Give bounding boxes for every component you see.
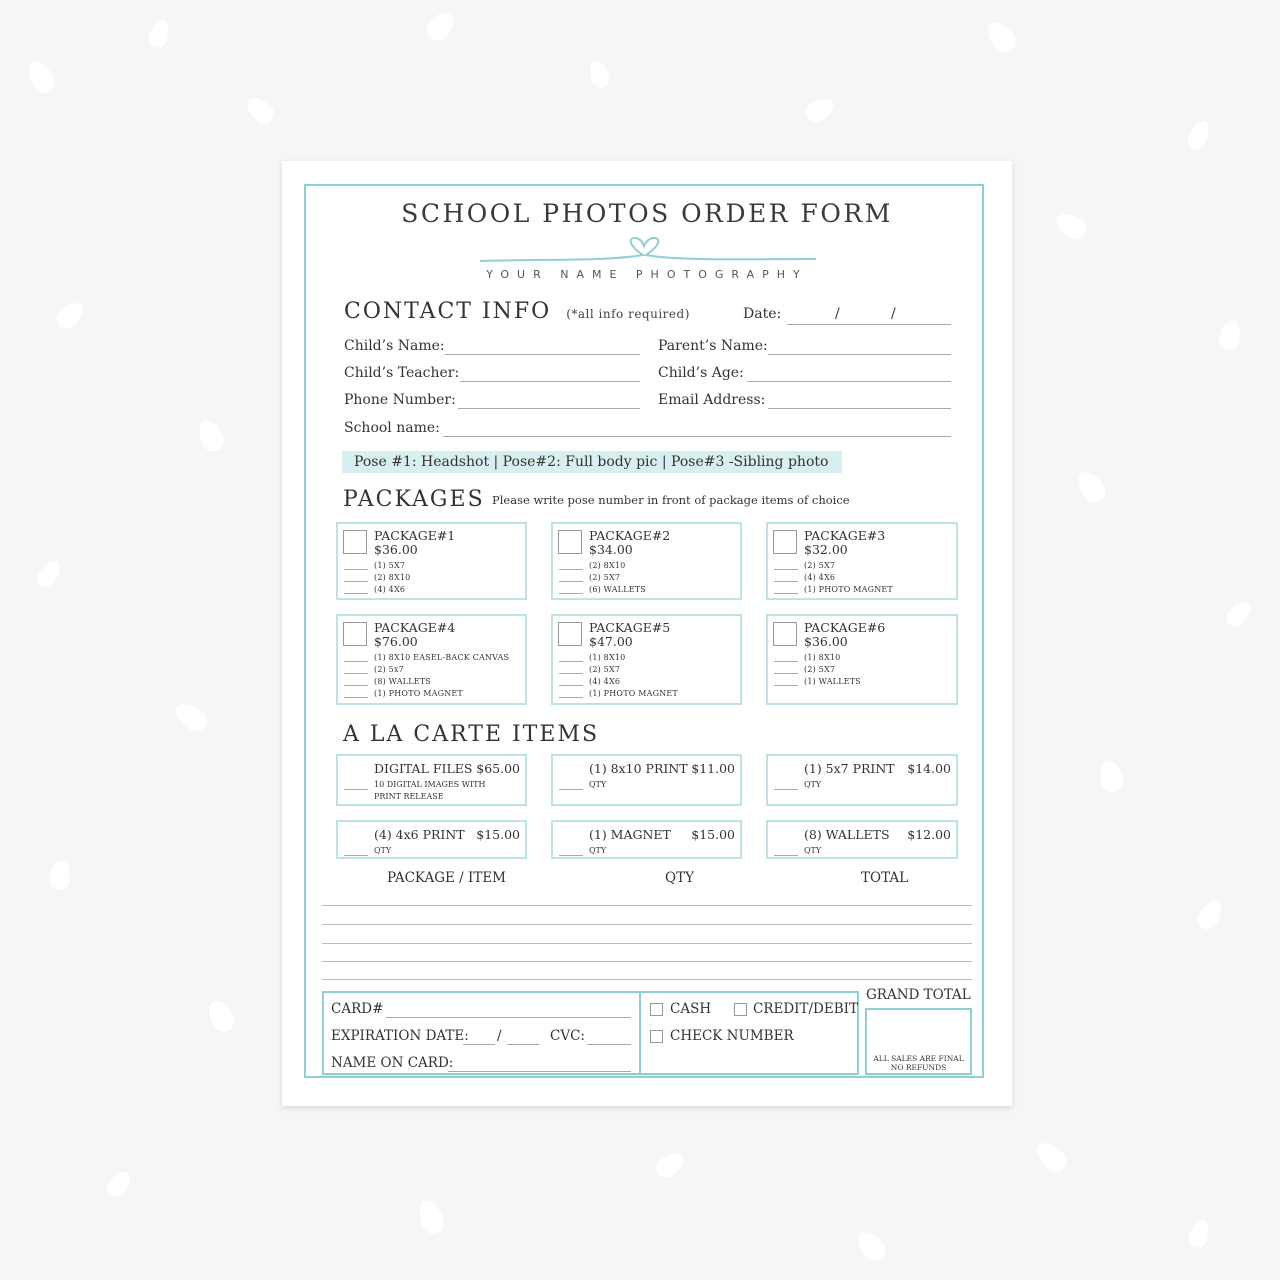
- form-title: SCHOOL PHOTOS ORDER FORM: [401, 199, 893, 228]
- alacarte-name: DIGITAL FILES: [374, 761, 473, 776]
- cash-checkbox[interactable]: [650, 1003, 663, 1016]
- pose-field[interactable]: [774, 569, 798, 570]
- alacarte-name: (1) 8x10 PRINT: [589, 761, 688, 776]
- petal-decoration: [852, 1227, 889, 1266]
- payment-box: [322, 991, 859, 1075]
- pose-legend: Pose #1: Headshot | Pose#2: Full body pic | Pose#3 -Sibling photo: [342, 451, 842, 473]
- order-line[interactable]: [322, 924, 972, 925]
- date-field[interactable]: [787, 324, 951, 325]
- cvc-label: CVC:: [550, 1028, 585, 1044]
- credit-debit-label: CREDIT/DEBIT: [753, 1001, 858, 1017]
- check-number-label: CHECK NUMBER: [670, 1028, 794, 1044]
- package-item: (4) 4X6: [804, 573, 836, 582]
- pose-field[interactable]: [344, 673, 368, 674]
- petal-decoration: [1216, 318, 1243, 352]
- petal-decoration: [1223, 598, 1256, 631]
- package-price: $34.00: [589, 542, 633, 557]
- package-item: (1) PHOTO MAGNET: [589, 689, 678, 698]
- petal-decoration: [586, 58, 612, 90]
- petal-decoration: [652, 1148, 688, 1182]
- package-6-card: [766, 614, 958, 705]
- pose-field[interactable]: [559, 685, 583, 686]
- pose-field[interactable]: [559, 569, 583, 570]
- package-4-card: [336, 614, 527, 705]
- pose-field[interactable]: [559, 593, 583, 594]
- parent-name-label: Parent’s Name:: [658, 338, 768, 354]
- petal-decoration: [1031, 1137, 1071, 1177]
- package-item: (1) 5X7: [374, 561, 406, 570]
- name-on-card-field[interactable]: [448, 1071, 631, 1072]
- final-sales-note: ALL SALES ARE FINAL: [873, 1054, 964, 1063]
- petal-decoration: [146, 18, 172, 50]
- package-item: (8) WALLETS: [374, 677, 431, 686]
- package-item: (1) 8X10 EASEL-BACK CANVAS: [374, 653, 510, 662]
- alacarte-magnet: [551, 820, 742, 859]
- column-total: TOTAL: [861, 870, 909, 886]
- pose-field[interactable]: [344, 569, 368, 570]
- qty-field[interactable]: [344, 789, 368, 790]
- pose-field[interactable]: [774, 593, 798, 594]
- expiration-label: EXPIRATION DATE:: [331, 1028, 469, 1044]
- pose-field[interactable]: [774, 581, 798, 582]
- petal-decoration: [48, 858, 73, 891]
- package-price: $47.00: [589, 634, 633, 649]
- petal-decoration: [171, 698, 211, 736]
- package-price: $36.00: [804, 634, 848, 649]
- order-line[interactable]: [322, 961, 972, 962]
- package-item: (2) 8X10: [589, 561, 626, 570]
- package-item: (2) 8X10: [374, 573, 411, 582]
- expiration-month-field[interactable]: [463, 1044, 495, 1045]
- pose-field[interactable]: [344, 581, 368, 582]
- credit-debit-checkbox[interactable]: [734, 1003, 747, 1016]
- phone-field[interactable]: [458, 408, 640, 409]
- child-name-label: Child’s Name:: [344, 338, 445, 354]
- school-name-field[interactable]: [443, 436, 951, 437]
- qty-label: QTY: [804, 780, 822, 789]
- alacarte-price: $15.00: [476, 827, 520, 842]
- alacarte-name: (1) 5x7 PRINT: [804, 761, 895, 776]
- alacarte-8x10-print: [551, 754, 742, 806]
- alacarte-desc: PRINT RELEASE: [374, 792, 444, 801]
- pose-field[interactable]: [774, 661, 798, 662]
- package-name: PACKAGE#6: [804, 620, 886, 635]
- alacarte-price: $14.00: [907, 761, 951, 776]
- qty-field[interactable]: [559, 789, 583, 790]
- package-item: (2) 5X7: [589, 665, 621, 674]
- package-item: (2) 5X7: [804, 665, 836, 674]
- pose-field[interactable]: [559, 581, 583, 582]
- petal-decoration: [982, 17, 1021, 57]
- petal-decoration: [802, 94, 838, 126]
- expiration-year-field[interactable]: [507, 1044, 539, 1045]
- qty-label: QTY: [589, 780, 607, 789]
- alacarte-name: (4) 4x6 PRINT: [374, 827, 465, 842]
- package-2-card: [551, 522, 742, 600]
- package-2-checkbox[interactable]: [558, 530, 582, 554]
- package-3-checkbox[interactable]: [773, 530, 797, 554]
- package-4-checkbox[interactable]: [343, 622, 367, 646]
- child-age-label: Child’s Age:: [658, 365, 744, 381]
- petal-decoration: [1052, 208, 1091, 243]
- package-item: (1) 8X10: [589, 653, 626, 662]
- grand-total-label: GRAND TOTAL: [866, 987, 971, 1003]
- name-on-card-label: NAME ON CARD:: [331, 1055, 454, 1071]
- petal-decoration: [415, 1197, 447, 1236]
- parent-name-field[interactable]: [768, 354, 951, 355]
- alacarte-wallets: [766, 820, 958, 859]
- contact-info-heading: [344, 299, 690, 324]
- qty-label: QTY: [374, 846, 392, 855]
- package-name: PACKAGE#1: [374, 528, 456, 543]
- card-number-label: CARD#: [331, 1001, 384, 1017]
- card-number-field[interactable]: [386, 1017, 631, 1018]
- qty-label: QTY: [589, 846, 607, 855]
- packages-note: Please write pose number in front of package items of choice: [492, 493, 850, 507]
- cvc-field[interactable]: [587, 1044, 631, 1045]
- alacarte-desc: 10 DIGITAL IMAGES WITH: [374, 780, 486, 789]
- email-label: Email Address:: [658, 392, 766, 408]
- packages-heading: PACKAGES: [343, 487, 485, 512]
- package-1-checkbox[interactable]: [343, 530, 367, 554]
- column-package-item: PACKAGE / ITEM: [387, 870, 506, 886]
- package-5-card: [551, 614, 742, 705]
- date-separator: /: [835, 306, 840, 322]
- alacarte-heading: A LA CARTE ITEMS: [343, 722, 600, 747]
- alacarte-name: (8) WALLETS: [804, 827, 890, 842]
- alacarte-price: $15.00: [691, 827, 735, 842]
- cash-label: CASH: [670, 1001, 712, 1017]
- required-note: (*all info required): [566, 307, 690, 321]
- pose-field[interactable]: [559, 697, 583, 698]
- package-6-checkbox[interactable]: [773, 622, 797, 646]
- qty-label: QTY: [804, 846, 822, 855]
- pose-field[interactable]: [774, 673, 798, 674]
- package-price: $32.00: [804, 542, 848, 557]
- pose-field[interactable]: [774, 685, 798, 686]
- package-name: PACKAGE#5: [589, 620, 671, 635]
- child-age-field[interactable]: [747, 381, 951, 382]
- package-5-checkbox[interactable]: [558, 622, 582, 646]
- pose-field[interactable]: [344, 661, 368, 662]
- qty-field[interactable]: [774, 855, 798, 856]
- petal-decoration: [203, 997, 238, 1036]
- child-name-field[interactable]: [445, 354, 640, 355]
- grand-total-box[interactable]: [865, 1008, 972, 1075]
- qty-field[interactable]: [559, 855, 583, 856]
- child-teacher-label: Child’s Teacher:: [344, 365, 460, 381]
- package-price: $76.00: [374, 634, 418, 649]
- alacarte-4x6-print: [336, 820, 527, 859]
- heart-flourish-icon: [478, 233, 818, 265]
- package-item: (2) 5x7: [374, 665, 404, 674]
- brand-name: YOUR NAME PHOTOGRAPHY: [486, 268, 808, 281]
- school-name-label: School name:: [344, 420, 440, 436]
- alacarte-price: $65.00: [476, 761, 520, 776]
- column-qty: QTY: [665, 870, 694, 886]
- package-name: PACKAGE#4: [374, 620, 456, 635]
- alacarte-price: $11.00: [691, 761, 735, 776]
- petal-decoration: [34, 557, 65, 590]
- package-item: (1) PHOTO MAGNET: [804, 585, 893, 594]
- child-teacher-field[interactable]: [460, 381, 640, 382]
- date-separator: /: [891, 306, 896, 322]
- package-3-card: [766, 522, 958, 600]
- phone-label: Phone Number:: [344, 392, 456, 408]
- qty-field[interactable]: [774, 789, 798, 790]
- petal-decoration: [1194, 897, 1226, 933]
- package-item: (1) PHOTO MAGNET: [374, 689, 463, 698]
- pose-field[interactable]: [344, 697, 368, 698]
- petal-decoration: [242, 93, 278, 128]
- order-form-sheet: [282, 161, 1012, 1106]
- petal-decoration: [23, 57, 59, 97]
- no-refunds-note: NO REFUNDS: [890, 1063, 947, 1072]
- petal-decoration: [1185, 118, 1214, 153]
- alacarte-price: $12.00: [907, 827, 951, 842]
- order-line[interactable]: [322, 943, 972, 944]
- petal-decoration: [1096, 758, 1126, 795]
- package-item: (4) 4X6: [589, 677, 621, 686]
- package-name: PACKAGE#3: [804, 528, 886, 543]
- order-line[interactable]: [322, 905, 972, 906]
- check-number-checkbox[interactable]: [650, 1030, 663, 1043]
- petal-decoration: [103, 1167, 135, 1200]
- pose-field[interactable]: [559, 673, 583, 674]
- expiration-separator: /: [497, 1028, 502, 1044]
- pose-field[interactable]: [344, 685, 368, 686]
- package-1-card: [336, 522, 527, 600]
- petal-decoration: [1186, 1218, 1212, 1250]
- order-line[interactable]: [322, 979, 972, 980]
- petal-decoration: [52, 298, 88, 333]
- alacarte-digital-files: [336, 754, 527, 806]
- petal-decoration: [1072, 467, 1110, 507]
- package-item: (2) 5X7: [589, 573, 621, 582]
- contact-heading-text: CONTACT INFO: [344, 299, 552, 324]
- package-item: (2) 5X7: [804, 561, 836, 570]
- package-name: PACKAGE#2: [589, 528, 671, 543]
- package-item: (1) WALLETS: [804, 677, 861, 686]
- package-item: (4) 4X6: [374, 585, 406, 594]
- pose-field[interactable]: [559, 661, 583, 662]
- package-price: $36.00: [374, 542, 418, 557]
- date-label: Date:: [743, 306, 782, 322]
- package-item: (1) 8X10: [804, 653, 841, 662]
- alacarte-5x7-print: [766, 754, 958, 806]
- qty-field[interactable]: [344, 855, 368, 856]
- petal-decoration: [422, 7, 459, 46]
- pose-field[interactable]: [344, 593, 368, 594]
- petal-decoration: [194, 417, 227, 455]
- payment-divider: [639, 993, 641, 1073]
- alacarte-name: (1) MAGNET: [589, 827, 671, 842]
- package-item: (6) WALLETS: [589, 585, 646, 594]
- email-field[interactable]: [768, 408, 951, 409]
